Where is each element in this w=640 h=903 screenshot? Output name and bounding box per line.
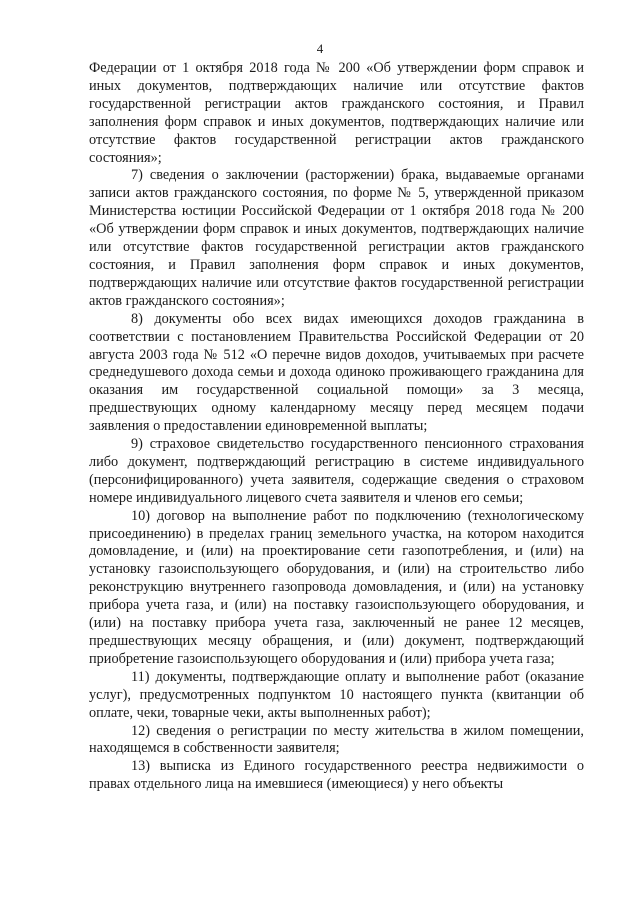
paragraph-item-12: 12) сведения о регистрации по месту жительства в жилом помещении, находящемся в собственности заявителя; [89,722,584,757]
paragraph-item-7: 7) сведения о заключении (расторжении) брака, выдаваемые органами записи актов гражданского состояния, по форме № 5, утвержденной приказом Министерства юстиции Российской Федерации от 1 октября 2018 года № 200 «Об утверждении форм справок и иных документов, подтверждающих наличие или отсутствие фактов государственной регистрации актов гражданского состояния, и Правил заполнения форм справок и иных документов, подтверждающих наличие или отсутствие фактов государственной регистрации актов гражданского состояния»; [89,167,584,309]
document-body [89,60,584,794]
paragraph-item-8: 8) документы обо всех видах имеющихся доходов гражданина в соответствии с постановлением Правительства Российской Федерации от 20 августа 2003 года № 512 «О перечне видов доходов, учитываемых при расчете среднедушевого дохода семьи и дохода одиноко проживающего гражданина для оказания им государственной социальной помощи» за 3 месяца, предшествующих одному календарному месяцу перед месяцем подачи заявления о предоставлении единовременной выплаты; [89,310,584,435]
page-number: 4 [316,41,324,56]
paragraph-item-9: 9) страховое свидетельство государственного пенсионного страхования либо документ, подтверждающий регистрацию в системе индивидуального (персонифицированного) учета заявителя, содержащие сведения о страховом номере индивидуального лицевого счета заявителя и членов его семьи; [89,436,584,506]
paragraph-item-13: 13) выписка из Единого государственного реестра недвижимости о правах отдельного лица на имевшиеся (имеющиеся) у него объекты [89,758,584,793]
paragraph-item-10: 10) договор на выполнение работ по подключению (технологическому присоединению) в пределах границ земельного участка, на котором находится домовладение, и (или) на проектирование сети газопотребления, и (или) на установку газоиспользующего оборудования, и (или) на строительство либо реконструкцию внутреннего газопровода домовладения, и (или) на установку прибора учета газа, и (или) на поставку газоиспользующего оборудования, и (или) на поставку прибора учета газа, заключенный не ранее 12 месяцев, предшествующих месяцу обращения, и (или) документ, подтверждающий приобретение газоиспользующего оборудования и (или) прибора учета газа; [89,507,584,667]
paragraph-continuation: Федерации от 1 октября 2018 года № 200 «Об утверждении форм справок и иных документов, подтверждающих наличие или отсутствие фактов государственной регистрации актов гражданского состояния, и Правил заполнения форм справок и иных документов, подтверждающих наличие или отсутствие фактов государственной регистрации актов гражданского состояния»; [89,60,584,166]
paragraph-item-11: 11) документы, подтверждающие оплату и выполнение работ (оказание услуг), предусмотренных подпунктом 10 настоящего пункта (квитанции об оплате, чеки, товарные чеки, акты выполненных работ); [89,668,584,721]
